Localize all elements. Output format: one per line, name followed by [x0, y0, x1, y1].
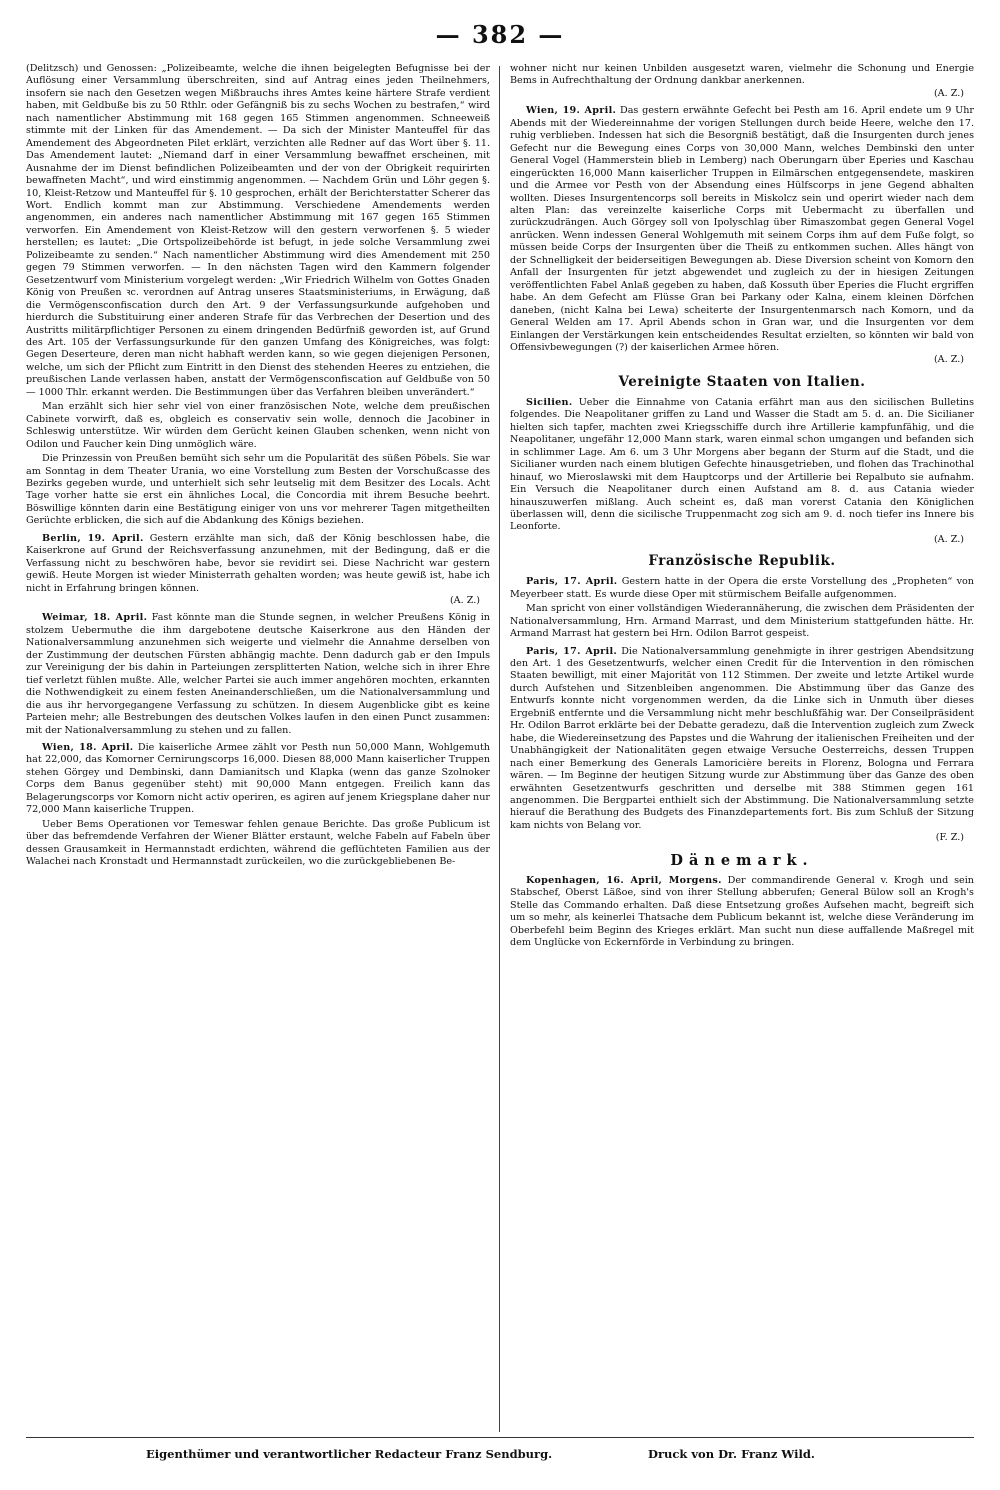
- article-text: Man spricht von einer vollständigen Wiederannäherung, die zwischen dem Präsidenten der Nationalversammlung, Hrn. Armand Marrast, und dem Ministerium stattgefunden hätte. Hr. Armand Marrast hat gestern bei Hrn. Odilon Barrot gespeist.: [510, 603, 974, 640]
- article-text: wohner nicht nur keinen Unbilden ausgesetzt waren, vielmehr die Schonung und Energie Bems in Aufrechthaltung der Ordnung dankbar anerkennen.: [510, 63, 974, 87]
- footer-owner: Eigenthümer und verantwortlicher Redacteur Franz Sendburg.: [146, 1447, 553, 1461]
- dateline: Berlin, 19. April.: [42, 532, 144, 544]
- news-article: [510, 875, 974, 950]
- dateline: Wien, 19. April.: [526, 105, 617, 117]
- article-text: (Delitzsch) und Genossen: „Polizeibeamte, welche die ihnen beigelegten Befugnisse bei der Auflösung einer Versammlung überschreiten, sind auf Antrag eines jeden Theilnehmers, insofern sie nach den Gesetzen wegen Mißbrauchs ihres Amtes keine härtere Strafe verdient haben, mit Geldbuße bis zu 50 Rthlr. oder Gefängniß bis zu sechs Wochen zu bestrafen,“ wird nach namentlicher Abstimmung mit 168 gegen 165 Stimmen angenommen. Schneeweiß stimmte mit der Linken für das Amendement. — Da sich der Minister Manteuffel für das Amendement des Abgeordneten Pilet erklärt, verzichten alle Redner auf das Wort über §. 11. Das Amendement lautet: „Niemand darf in einer Versammlung bewaffnet erscheinen, mit Ausnahme der im Dienst befindlichen Polizeibeamten und der von der Obrigkeit requirirten bewaffneten Macht“, und wird einstimmig angenommen. — Nachdem Grün und Löhr gegen §. 10, Kleist-Retzow und Manteuffel für §. 10 gesprochen, erhält der Berichterstatter Scherer das Wort. Endlich kommt man zur Abstimmung. Verschiedene Amendements werden angenommen, ein anderes nach namentlicher Abstimmung mit 167 gegen 165 Stimmen verworfen. Ein Amendement von Kleist-Retzow will den gestern verworfenen §. 5 wieder herstellen; es lautet: „Die Ortspolizeibehörde ist befugt, in jede solche Versammlung zwei Polizeibeamte zu senden.“ Nach namentlicher Abstimmung wird dies Amendement mit 250 gegen 79 Stimmen verworfen. — In den nächsten Tagen wird den Kammern folgender Gesetzentwurf vom Ministerium vorgelegt werden: „Wir Friedrich Wilhelm von Gottes Gnaden König von Preußen ꝛc. verordnen auf Antrag unseres Staatsministeriums, in Erwägung, daß die Vermögensconfiscation durch den Art. 9 der Verfassungsurkunde aufgehoben und hierdurch die Substituirung einer anderen Strafe für das Verbrechen der Desertion und des Austritts militärpflichtiger Personen zu einem dringenden Bedürfniß geworden ist, auf Grund des Art. 105 der Verfassungsurkunde für den ganzen Umfang des Königreiches, was folgt: Gegen Deserteure, deren man nicht habhaft werden kann, so wie gegen diejenigen Personen, welche, um sich der Pflicht zum Eintritt in den Dienst des stehenden Heeres zu entziehen, die preußischen Lande verlassen haben, anstatt der Vermögensconfiscation auf Geldbuße von 50 — 1000 Thlr. erkannt werden. Die Bestimmungen über das Verfahren bleiben unverändert.“: [26, 63, 490, 398]
- right-column: [510, 63, 974, 1435]
- dateline: Kopenhagen, 16. April, Morgens.: [526, 874, 722, 886]
- dateline: Paris, 17. April.: [526, 645, 618, 657]
- article-text: Gestern hatte in der Opera die erste Vorstellung des „Propheten“ von Meyerbeer statt. Es wurde diese Oper mit stürmischem Beifalle aufgenommen.: [510, 576, 974, 600]
- source-credit: (A. Z.): [933, 87, 964, 99]
- news-article: [26, 533, 490, 608]
- article-text: Die Nationalversammlung genehmigte in ihrer gestrigen Abendsitzung den Art. 1 des Gesetzentwurfs, welcher einen Credit für die Intervention in den römischen Staaten bewilligt, mit einer Majorität von 112 Stimmen. Der zweite und letzte Artikel wurde durch Aufstehen und Sitzenbleiben angenommen. Die Abstimmung über das Ganze des Entwurfs konnte nicht vorgenommen werden, da die Linke sich in Unmuth über dieses Ergebniß entfernte und die Versammlung nicht mehr beschlußfähig war. Der Conseilpräsident Hr. Odilon Barrot erklärte bei der Debatte geradezu, daß die Intervention zugleich zum Zweck habe, die Wiedereinsetzung des Papstes und die Wahrung der italienischen Freiheiten und der Unabhängigkeit der Nationalitäten gegen etwaige Versuche Oesterreichs, dessen Truppen nach einer Bemerkung des Generals Lamoricière bereits in Florenz, Bologna und Ferrara wären. — Im Beginne der heutigen Sitzung wurde zur Abstimmung über das Ganze des oben erwähnten Gesetzentwurfs geschritten und derselbe mit 388 Stimmen gegen 161 angenommen. Die Bergpartei enthielt sich der Abstimmung. Die Nationalversammlung setzte hierauf die Berathung des Budgets des Finanzdepartements fort. Bis zum Schluß der Sitzung kam nichts von Belang vor.: [510, 645, 974, 831]
- dateline: Wien, 18. April.: [42, 742, 134, 754]
- section-heading: Französische Republik.: [648, 553, 836, 570]
- source-credit: (F. Z.): [935, 832, 964, 844]
- paragraph: [510, 603, 974, 640]
- source-credit: (A. Z.): [449, 595, 480, 607]
- section-heading: Vereinigte Staaten von Italien.: [618, 373, 866, 390]
- dateline: Sicilien.: [526, 396, 573, 408]
- page-number: — 382 —: [435, 20, 565, 49]
- paragraph: [26, 401, 490, 451]
- article-text: Die kaiserliche Armee zählt vor Pesth nun 50,000 Mann, Wohlgemuth hat 22,000, das Komorner Cernirungscorps 16,000. Diesen 88,000 Mann kaiserlicher Truppen stehen Görgey und Dembinski, dann Damianitsch und Klapka (wenn das ganze Szolnoker Corps dem Banus gegenüber steht) mit 90,000 Mann entgegen. Freilich kann das Belagerungscorps vor Komorn nicht activ operiren, es agiren auf jenem Kriegsplane daher nur 72,000 Mann kaiserliche Truppen.: [26, 742, 490, 816]
- article-text: Gestern erzählte man sich, daß der König beschlossen habe, die Kaiserkrone auf Grund der Reichsverfassung anzunehmen, mit der Bedingung, daß er die Verfassung nicht zu beschwören habe, bevor sie revidirt sei. Diese Nachricht war gestern gewiß. Heute Morgen ist wieder Ministerrath gehalten worden; was heute gewiß ist, habe ich nicht in Erfahrung bringen können.: [26, 532, 490, 594]
- article-text: Man erzählt sich hier sehr viel von einer französischen Note, welche dem preußischen Cabinete vorwirft, daß es, obgleich es conservativ sein wolle, dennoch die Jacobiner in Schleswig unterstütze. Wir würden dem Gerücht keinen Glauben schenken, wenn nicht von Odilon und Faucher kein Ding unmöglich wäre.: [26, 401, 490, 450]
- news-article: [510, 576, 974, 601]
- article-text: Ueber die Einnahme von Catania erfährt man aus den sicilischen Bulletins folgendes. Die Neapolitaner griffen zu Land und Wasser die Stadt am 5. d. an. Die Sicilianer hielten sich tapfer, machten zwei Kriegsschiffe durch ihre Artillerie kampfunfähig, und die Neapolitaner, ungefähr 12,000 Mann stark, waren einmal schon umgangen und befanden sich in schlimmer Lage. Am 6. um 3 Uhr Morgens aber begann der Sturm auf die Stadt, und die Sicilianer wurden nach einem blutigen Gefechte hinausgetrieben, und flohen das Trachinothal hinauf, wo Mieroslawski mit dem Hauptcorps und der Artillerie bei Repalbuto sie aufnahm. Ein Versuch die Neapolitaner durch einen Aufstand am 8. d. aus Catania wieder hinauszuwerfen mißlang. Auch scheint es, daß man vorerst Catania den Königlichen überlassen will, denn die sicilische Truppenmacht zog sich am 9. d. noch tiefer ins Innere bis Leonforte.: [510, 396, 974, 533]
- paragraph: [26, 63, 490, 399]
- news-article: [510, 646, 974, 845]
- footer: [26, 1447, 974, 1469]
- article-text: Das gestern erwähnte Gefecht bei Pesth am 16. April endete um 9 Uhr Abends mit der Wiedereinnahme der vorigen Stellungen durch beide Heere, welche den 17. ruhig verblieben. Indessen hat sich die Besorgniß bestätigt, daß die Insurgenten durch jenes Gefecht nur die Bewegung eines Corps von 30,000 Mann, welches Dembinski den unter General Vogel (Hammerstein blieb in Lemberg) nach Oberungarn über Eperies und Kaschau eingerückten 16,000 Mann kaiserlicher Truppen in Eilmärschen entgegensendete, maskiren und die Armee vor Pesth von der Absendung eines Hülfscorps in jene Gegend abhalten wollten. Dieses Insurgentencorps soll bereits in Miskolcz sein und operirt wieder nach dem alten Plan: das vereinzelte kaiserliche Corps mit Uebermacht zu überfallen und zurückzudrängen. Auch Görgey soll von Ipolyschlag über Rimaszombat gegen General Vogel anrücken. Wenn indessen General Wohlgemuth mit seinem Corps ihm auf dem Fuße folgt, so müssen beide Corps der Insurgenten über die Theiß zu entkommen suchen. Alles hängt von der Schnelligkeit der beiderseitigen Bewegungen ab. Diese Diversion scheint von Komorn den Anfall der Insurgenten für jetzt abgewendet und zugleich zu der in hiesigen Zeitungen veröffentlichten Fabel Anlaß gegeben zu haben, daß Kossuth über Eperies die Flucht ergriffen habe. An dem Gefecht am Flüsse Gran bei Parkany oder Kalna, einem kleinen Dörfchen daneben, (nicht Kalna bei Lewa) scheiterte der Insurgentenmarsch nach Komorn, und da General Welden am 17. April Abends schon in Gran war, und die Insurgenten vor dem Einlangen der Verstärkungen kein entscheidendes Resultat erzielten, so könnten wir bald von Offensivbewegungen (?) der kaiserlichen Armee hören.: [510, 105, 974, 353]
- dateline: Weimar, 18. April.: [42, 612, 148, 624]
- paragraph: [510, 63, 974, 100]
- section-heading: Dänemark.: [670, 851, 814, 869]
- article-text: Ueber Bems Operationen vor Temeswar fehlen genaue Berichte. Das große Publicum ist über das befremdende Verfahren der Wiener Blätter erstaunt, welche Fabeln auf Fabeln über dessen Grausamkeit in Hermannstadt erdichten, während die geflüchteten Familien aus der Walachei nach Kronstadt und Hermannstadt zurückeilen, wo die zurückgebliebenen Be-: [26, 818, 490, 868]
- article-text: Fast könnte man die Stunde segnen, in welcher Preußens König in stolzem Uebermuthe die ihm dargebotene deutsche Kaiserkrone aus den Händen der Nationalversammlung anzunehmen sich weigerte und vielmehr die Annahme derselben von der Zustimmung der deutschen Fürsten abhängig machte. Denn dadurch gab er den Impuls zur Vereinigung der bis dahin in Parteiungen zersplitterten Nation, welche sich in ihrer Ehre tief verletzt fühlen mußte. Alle, welcher Partei sie auch immer angehören mochten, erkannten die Nothwendigkeit zu einem festen Aneinanderschließen, um die Nationalversammlung und die aus ihr hervorgegangene Verfassung zu schützen. In diesem Augenblicke gibt es keine Parteien mehr; alle Bestrebungen des deutschen Volkes laufen in den einen Punct zusammen: mit der Nationalversammlung zu stehen und zu fallen.: [26, 612, 490, 736]
- column-divider: [499, 66, 500, 1432]
- news-article: [510, 105, 974, 367]
- footer-printer: Druck von Dr. Franz Wild.: [648, 1447, 815, 1461]
- paragraph: [26, 453, 490, 528]
- footer-rule: [26, 1437, 974, 1438]
- news-article: [26, 742, 490, 817]
- dateline: Paris, 17. April.: [526, 576, 618, 588]
- paragraph: [26, 819, 490, 869]
- news-article: [510, 397, 974, 546]
- source-credit: (A. Z.): [933, 354, 964, 366]
- article-text: Der commandirende General v. Krogh und sein Stabschef, Oberst Läßoe, sind von ihrer Stellung abberufen; General Bülow soll an Krogh's Stelle das Commando erhalten. Daß diese Entsetzung großes Aufsehen macht, begreift sich um so mehr, als keinerlei Thatsache dem Publicum bekannt ist, welche diese Veränderung im Oberbefehl beim Beginn des Krieges erklärt. Man sucht nun diese auffallende Maßregel mit dem Unglücke von Eckernförde in Verbindung zu bringen.: [510, 874, 974, 949]
- article-text: Die Prinzessin von Preußen bemüht sich sehr um die Popularität des süßen Pöbels. Sie war am Sonntag in dem Theater Urania, wo eine Vorstellung zum Besten der Vorschußcasse des Bezirks gegeben wurde, und unterhielt sich sehr leutselig mit dem Besitzer des Locals. Acht Tage vorher hatte sie erst ein ähnliches Local, die Concordia mit ihrem Besuche beehrt. Böswillige könnten darin eine Bestätigung einiger von uns vor mehrerer Tagen mitgetheilten Gerüchte erblicken, die sich auf die Abdankung des Königs beziehen.: [26, 453, 490, 527]
- left-column: [26, 63, 490, 1435]
- news-article: [26, 612, 490, 737]
- source-credit: (A. Z.): [933, 533, 964, 545]
